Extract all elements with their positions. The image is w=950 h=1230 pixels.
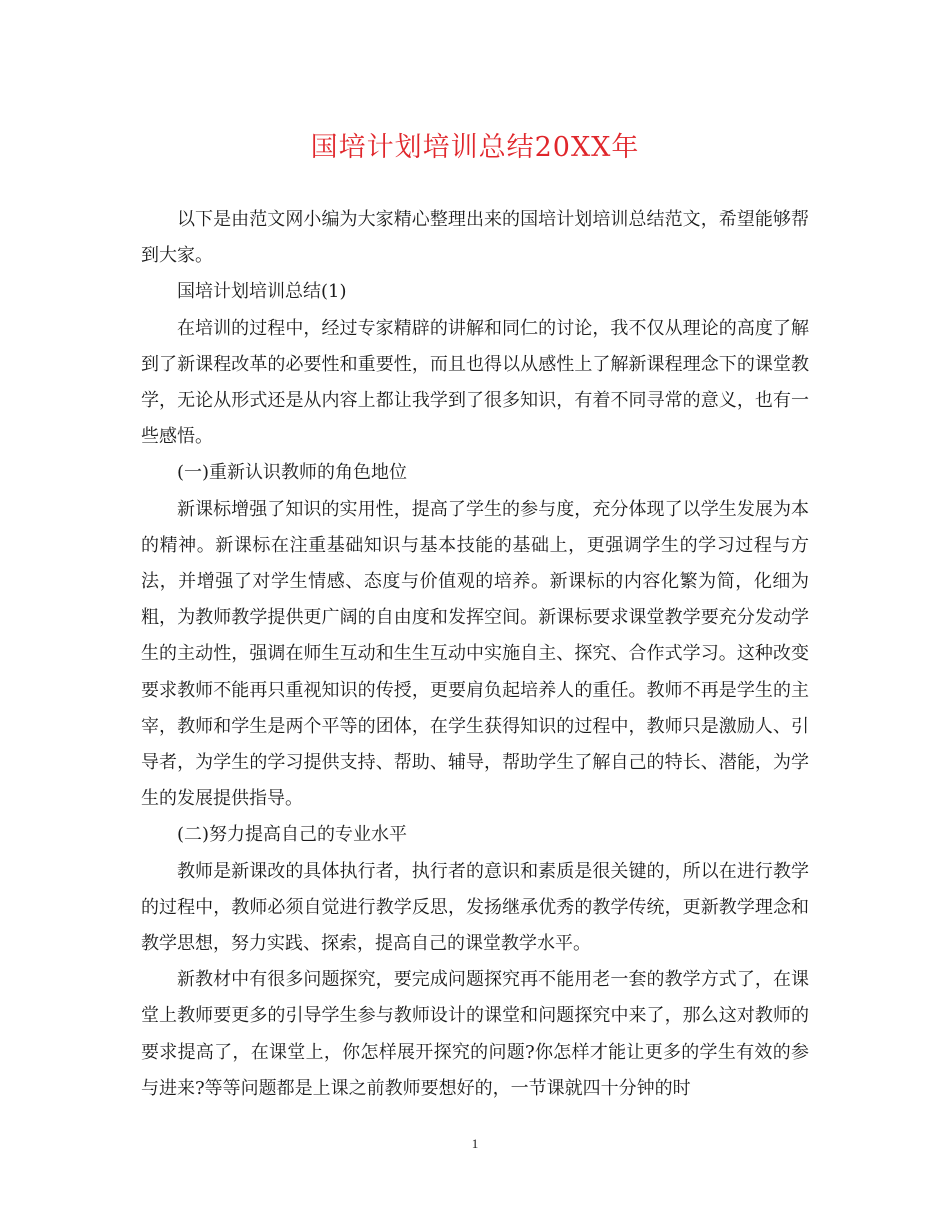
section-heading: 国培计划培训总结(1) bbox=[177, 281, 347, 303]
intro-paragraph: 以下是由范文网小编为大家精心整理出来的国培计划培训总结范文，希望能够帮到大家。 bbox=[141, 209, 809, 267]
document-title: 国培计划培训总结20XX年 bbox=[310, 132, 640, 163]
subsection-heading: (二)努力提高自己的专业水平 bbox=[177, 824, 408, 846]
subsection-heading: (一)重新认识教师的角色地位 bbox=[177, 462, 408, 484]
body-paragraph: 在培训的过程中，经过专家精辟的讲解和同仁的讨论，我不仅从理论的高度了解到了新课程改革的必要性和重要性，而且也得以从感性上了解新课程理念下的课堂教学，无论从形式还是从内容上都让我学到了很多知识，有着不同寻常的意义，也有一些感悟。 bbox=[141, 317, 809, 448]
document-body bbox=[141, 202, 809, 1107]
body-paragraph: 教师是新课改的具体执行者，执行者的意识和素质是很关键的，所以在进行教学的过程中，教师必须自觉进行教学反思，发扬继承优秀的教学传统，更新教学理念和教学思想，努力实践、探索，提高自己的课堂教学水平。 bbox=[141, 860, 809, 955]
body-paragraph: 新课标增强了知识的实用性，提高了学生的参与度，充分体现了以学生发展为本的精神。新课标在注重基础知识与基本技能的基础上，更强调学生的学习过程与方法，并增强了对学生情感、态度与价值观的培养。新课标的内容化繁为简，化细为粗，为教师教学提供更广阔的自由度和发挥空间。新课标要求课堂教学要充分发动学生的主动性，强调在师生互动和生生互动中实施自主、探究、合作式学习。这种改变要求教师不能再只重视知识的传授，更要肩负起培养人的重任。教师不再是学生的主宰，教师和学生是两个平等的团体，在学生获得知识的过程中，教师只是激励人、引导者，为学生的学习提供支持、帮助、辅导，帮助学生了解自己的特长、潜能，为学生的发展提供指导。 bbox=[141, 498, 809, 810]
page-number: 1 bbox=[471, 1136, 479, 1151]
body-paragraph: 新教材中有很多问题探究，要完成问题探究再不能用老一套的教学方式了，在课堂上教师要更多的引导学生参与教师设计的课堂和问题探究中来了，那么这对教师的要求提高了，在课堂上，你怎样展开探究的问题?你怎样才能让更多的学生有效的参与进来?等等问题都是上课之前教师要想好的，一节课就四十分钟的时 bbox=[141, 969, 809, 1099]
